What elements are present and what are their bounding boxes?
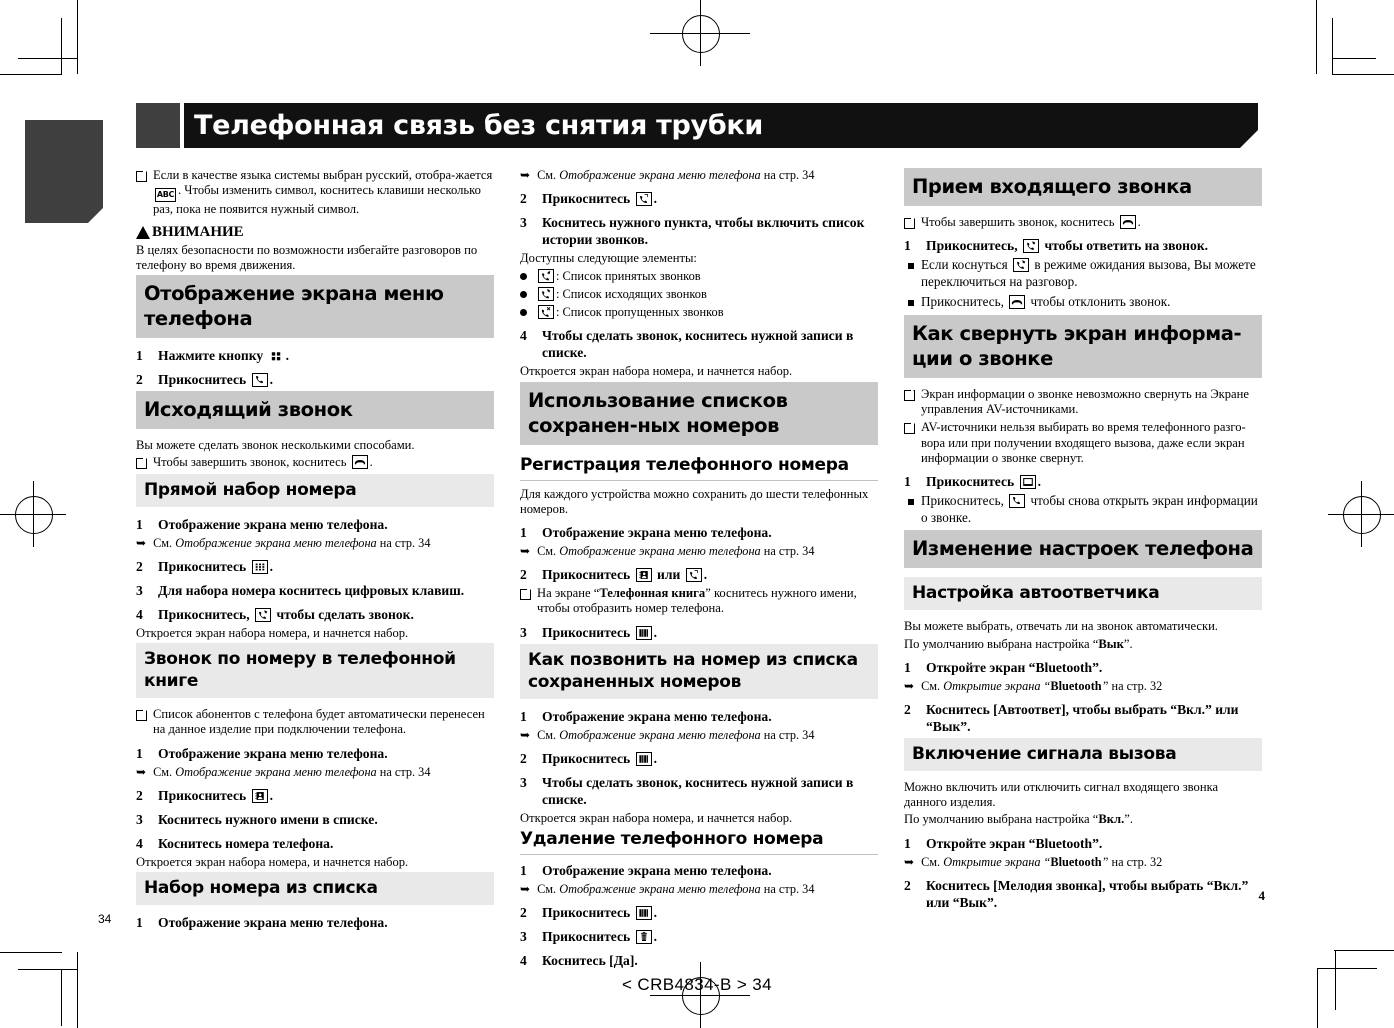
sub-text-b: чтобы отклонить звонок. bbox=[1030, 294, 1171, 310]
step-register-3: 3 Прикоснитесь . bbox=[520, 624, 658, 640]
note-phonebook-screen bbox=[520, 586, 878, 617]
note-minimize-1 bbox=[904, 387, 1262, 418]
step-number: 1 bbox=[136, 348, 143, 364]
step-number: 2 bbox=[136, 372, 143, 388]
step-number: 4 bbox=[136, 606, 143, 622]
bullet-square-icon bbox=[908, 499, 914, 505]
step-register-2: 2 Прикоснитесь или . bbox=[520, 567, 708, 583]
registration-mark-left bbox=[0, 481, 66, 547]
crop-mark-bottom-right-h bbox=[1334, 950, 1394, 951]
title-block-marker bbox=[136, 103, 180, 148]
folio-page-number: 34 bbox=[98, 912, 112, 926]
sub-text-a: Прикоснитесь, bbox=[921, 294, 1004, 310]
ref-title: Отображение экрана меню телефона bbox=[175, 764, 377, 779]
bullet-square-icon bbox=[908, 263, 914, 269]
ref-title-end: ” bbox=[1101, 854, 1109, 869]
step-number: 1 bbox=[904, 238, 911, 254]
step-text: Прикоснитесь bbox=[542, 624, 631, 640]
default-suffix: ”. bbox=[1123, 636, 1133, 651]
default-prefix: По умолчанию выбрана настройка “ bbox=[904, 636, 1099, 651]
step-text: Нажмите кнопку bbox=[158, 348, 264, 364]
step-number: 3 bbox=[136, 811, 143, 827]
step-number: 2 bbox=[520, 191, 527, 206]
call-history-icon bbox=[686, 568, 702, 582]
step-delete-3: 3 Прикоснитесь . bbox=[520, 929, 658, 945]
step-number: 1 bbox=[520, 708, 527, 724]
step-direct-dial-3 bbox=[136, 582, 494, 599]
step-text: Для набора номера коснитесь цифровых клавиш. bbox=[158, 582, 465, 598]
sub-text-b: в режиме ожидания вызова, Вы можете переключиться на разговор. bbox=[921, 257, 1256, 289]
bullet-square-icon bbox=[908, 300, 914, 306]
default-value: Вык bbox=[1098, 636, 1124, 651]
step-text: Отображение экрана меню телефона. bbox=[542, 525, 772, 541]
ref-call-saved bbox=[520, 728, 878, 743]
sub-text-a: Прикоснитесь, bbox=[921, 493, 1004, 509]
note-text: AV-источники нельзя выбирать во время телефонного разго-вора или при получении входящего вызова, даже если экран информации о звонке свернут. bbox=[921, 420, 1246, 465]
default-prefix: По умолчанию выбрана настройка “ bbox=[904, 812, 1099, 827]
step-number: 2 bbox=[136, 558, 143, 574]
step-number: 2 bbox=[136, 787, 143, 803]
dial-list-after: Откроется экран набора номера, и начнется набор. bbox=[520, 364, 793, 379]
ref-title: Отображение экрана меню телефона bbox=[175, 535, 377, 550]
sub-text-a: Если коснуться bbox=[921, 257, 1008, 273]
crop-mark-top-right-h bbox=[1332, 74, 1394, 75]
crop-mark-bottom-left-h2 bbox=[18, 969, 78, 970]
ref-suffix: на стр. 34 bbox=[760, 168, 815, 182]
step-number: 1 bbox=[520, 525, 527, 541]
ref-register bbox=[520, 544, 878, 559]
ref-suffix: на стр. 34 bbox=[760, 882, 815, 897]
step-text: Чтобы сделать звонок, коснитесь нужной записи в списке. bbox=[542, 328, 854, 361]
dialled-calls-icon bbox=[538, 287, 554, 301]
direct-dial-after: Откроется экран набора номера, и начнется набор. bbox=[136, 625, 409, 640]
step-number: 3 bbox=[520, 215, 527, 230]
heading-minimize-call-info: Как свернуть экран информа-ции о звонке bbox=[904, 315, 1262, 378]
crop-mark-top-right-h2 bbox=[1332, 58, 1376, 59]
ref-bold: Bluetooth bbox=[1050, 854, 1102, 869]
see-also-arrow-icon: ➥ bbox=[136, 535, 147, 550]
step-number: 4 bbox=[520, 328, 527, 344]
step-ringtone-1 bbox=[904, 835, 1262, 852]
note-bullet-icon bbox=[520, 589, 531, 600]
ref-suffix: на стр. 34 bbox=[376, 535, 431, 550]
call-start-icon bbox=[1013, 258, 1029, 272]
ref-suffix: на стр. 34 bbox=[376, 764, 431, 779]
heading-saved-lists: Использование списков сохранен-ных номеров bbox=[520, 382, 878, 445]
page-columns bbox=[136, 168, 1262, 969]
step-dial-list-1 bbox=[136, 914, 494, 931]
step-text: Коснитесь [Мелодия звонка], чтобы выбрать “Вкл.” или “Вык”. bbox=[926, 877, 1249, 910]
step-direct-dial-2: 2 Прикоснитесь . bbox=[136, 558, 274, 574]
crop-mark-top-left-v2 bbox=[61, 18, 62, 75]
step-display-menu-2: 2 Прикоснитесь . bbox=[136, 372, 274, 388]
ref-title: Отображение экрана меню телефона bbox=[559, 882, 761, 897]
heading-call-saved-number: Как позвонить на номер из списка сохраненных номеров bbox=[520, 644, 878, 699]
step-number: 1 bbox=[904, 835, 911, 851]
step-number: 3 bbox=[136, 582, 143, 598]
page-title-bar bbox=[136, 103, 1258, 148]
step-phonebook-4 bbox=[136, 835, 494, 852]
step-delete-4 bbox=[520, 952, 878, 969]
step-text: Прикоснитесь bbox=[158, 787, 247, 803]
list-item-label: : Список исходящих звонков bbox=[556, 287, 707, 302]
ref-title: Отображение экрана меню телефона bbox=[559, 168, 761, 182]
ref-suffix: на стр. 32 bbox=[1108, 678, 1163, 693]
step-phonebook-3 bbox=[136, 811, 494, 828]
step-text: Коснитесь нужного имени в списке. bbox=[158, 811, 378, 827]
ref-title: Отображение экрана меню телефона bbox=[559, 727, 761, 742]
step-text: Прикоснитесь bbox=[542, 905, 631, 921]
ref-suffix: на стр. 34 bbox=[760, 727, 815, 742]
list-item-label: : Список принятых звонков bbox=[556, 269, 701, 284]
heading-phonebook-call: Звонок по номеру в телефонной книге bbox=[136, 643, 494, 698]
available-items-intro: Доступны следующие элементы: bbox=[520, 251, 697, 265]
note-text: Чтобы завершить звонок, коснитесь bbox=[921, 215, 1115, 229]
crop-mark-top-left-h bbox=[0, 74, 62, 75]
note-bullet-icon bbox=[136, 171, 147, 182]
see-also-arrow-icon: ➥ bbox=[520, 168, 531, 182]
crop-mark-top-right-v2 bbox=[1332, 18, 1333, 75]
step-text: Прикоснитесь bbox=[542, 929, 631, 945]
preset-numbers-icon bbox=[636, 906, 652, 920]
see-also-arrow-icon: ➥ bbox=[136, 764, 147, 779]
note-prefix: На экране “ bbox=[537, 586, 600, 601]
step-minimize-1: 1 Прикоснитесь . bbox=[904, 474, 1042, 490]
step-text: Прикоснитесь bbox=[158, 372, 247, 388]
ref-title: Открытие экрана “ bbox=[943, 854, 1051, 869]
auto-answer-body-2 bbox=[904, 637, 1262, 652]
note-incoming-end-call: Чтобы завершить звонок, коснитесь . bbox=[904, 215, 1262, 230]
note-text-part2: . Чтобы изменить символ, коснитесь клавиши несколько раз, пока не появится нужный символ. bbox=[153, 183, 481, 217]
step-incoming-1 bbox=[904, 237, 1262, 254]
column-middle bbox=[520, 168, 878, 972]
list-item-missed-calls bbox=[520, 304, 878, 320]
step-number: 2 bbox=[520, 567, 527, 583]
sub-minimize-restore bbox=[904, 493, 1262, 526]
ringtone-body-2 bbox=[904, 812, 1262, 827]
call-end-icon bbox=[352, 455, 368, 469]
step-number: 3 bbox=[520, 624, 527, 640]
note-suffix: ” коснитесь нужного имени, чтобы отобразить номер телефона. bbox=[537, 586, 857, 616]
call-start-icon bbox=[255, 608, 271, 622]
bullet-dot-icon bbox=[520, 291, 527, 298]
column-left bbox=[136, 168, 494, 934]
step-text: Отображение экрана меню телефона. bbox=[542, 708, 772, 724]
list-item-dialled-calls bbox=[520, 286, 878, 302]
step-number: 3 bbox=[520, 929, 527, 945]
call-end-icon bbox=[1009, 295, 1025, 309]
auto-answer-body-1: Вы можете выбрать, отвечать ли на звонок автоматически. bbox=[904, 619, 1218, 634]
crop-mark-bottom-left-h bbox=[0, 952, 62, 953]
bullet-dot-icon bbox=[520, 309, 527, 316]
phone-icon bbox=[1009, 494, 1025, 508]
ringtone-body-1: Можно включить или отключить сигнал входящего звонка данного изделия. bbox=[904, 779, 1219, 810]
missed-calls-icon bbox=[538, 305, 554, 319]
see-also-arrow-icon: ➥ bbox=[904, 854, 915, 869]
step-number: 2 bbox=[520, 905, 527, 921]
ref-prefix: См. bbox=[921, 678, 944, 693]
keypad-icon bbox=[252, 560, 268, 574]
note-minimize-2 bbox=[904, 420, 1262, 466]
step-call-saved-1 bbox=[520, 708, 878, 725]
step-text: Откройте экран “Bluetooth”. bbox=[926, 659, 1103, 675]
ref-prefix: См. bbox=[153, 535, 176, 550]
note-end-call: Чтобы завершить звонок, коснитесь . bbox=[136, 455, 494, 470]
phonebook-icon bbox=[636, 568, 652, 582]
default-suffix: ”. bbox=[1124, 812, 1133, 827]
minimize-icon bbox=[1020, 475, 1036, 489]
step-text: Коснитесь [Да]. bbox=[542, 953, 638, 969]
phone-icon bbox=[252, 373, 268, 387]
outgoing-call-body: Вы можете сделать звонок несколькими способами. bbox=[136, 438, 415, 453]
ref-auto-answer bbox=[904, 679, 1262, 694]
heading-outgoing-call: Исходящий звонок bbox=[136, 391, 494, 429]
step-number: 2 bbox=[520, 750, 527, 766]
step-number: 2 bbox=[904, 877, 911, 893]
step-phonebook-2: 2 Прикоснитесь . bbox=[136, 787, 274, 803]
step-direct-dial-4 bbox=[136, 606, 494, 623]
step-text: Отображение экрана меню телефона. bbox=[158, 516, 388, 532]
ref-delete bbox=[520, 882, 878, 897]
note-bold: Телефонная книга bbox=[599, 586, 706, 601]
crop-mark-top-left-v bbox=[77, 0, 78, 74]
step-text: Прикоснитесь bbox=[542, 750, 631, 766]
step-delete-1 bbox=[520, 862, 878, 879]
folio-top-right: 4 bbox=[1258, 888, 1265, 903]
home-grid-icon bbox=[269, 349, 284, 363]
see-also-arrow-icon: ➥ bbox=[904, 678, 915, 693]
sub-incoming-waiting bbox=[904, 257, 1262, 290]
crop-mark-top-right-v bbox=[1316, 0, 1317, 74]
heading-ringtone: Включение сигнала вызова bbox=[904, 738, 1262, 771]
bullet-dot-icon bbox=[520, 273, 527, 280]
see-also-arrow-icon: ➥ bbox=[520, 882, 531, 897]
step-text: Чтобы сделать звонок, коснитесь нужной записи в списке. bbox=[542, 774, 854, 807]
step-text: Прикоснитесь bbox=[926, 474, 1015, 490]
step-dial-list-4 bbox=[520, 327, 878, 361]
thumb-tab bbox=[25, 120, 103, 223]
ref-title: Отображение экрана меню телефона bbox=[559, 544, 761, 559]
note-bullet-icon bbox=[136, 458, 147, 469]
crop-mark-top-left-h2 bbox=[18, 58, 78, 59]
list-item-received-calls bbox=[520, 268, 878, 284]
step-number: 1 bbox=[904, 659, 911, 675]
step-text: Прикоснитесь bbox=[158, 558, 247, 574]
ref-prefix: См. bbox=[921, 854, 944, 869]
step-text: Коснитесь номера телефона. bbox=[158, 835, 334, 851]
note-bullet-icon bbox=[904, 390, 915, 401]
step-number: 3 bbox=[520, 774, 527, 790]
abc-icon: ABC bbox=[155, 188, 176, 202]
step-text: Коснитесь нужного пункта, чтобы включить список истории звонков. bbox=[542, 215, 865, 247]
note-text-part1: Если в качестве языка системы выбран русский, отобра-жается bbox=[153, 168, 493, 182]
step-call-saved-2: 2 Прикоснитесь . bbox=[520, 750, 658, 766]
sub-incoming-reject bbox=[904, 294, 1262, 311]
note-bullet-icon bbox=[904, 218, 915, 229]
call-start-icon bbox=[1023, 239, 1039, 253]
footer-part-code: < CRB4834-B > 34 bbox=[621, 975, 773, 994]
heading-delete-number: Удаление телефонного номера bbox=[520, 828, 878, 855]
step-number: 1 bbox=[136, 914, 143, 930]
preset-numbers-icon bbox=[636, 626, 652, 640]
note-bullet-icon bbox=[904, 423, 915, 434]
default-value: Вкл. bbox=[1098, 812, 1125, 827]
step-number: 4 bbox=[136, 835, 143, 851]
step-text: Отображение экрана меню телефона. bbox=[542, 863, 772, 879]
step-number: 2 bbox=[904, 701, 911, 717]
note-text: Экран информации о звонке невозможно свернуть на Экране управления AV-источниками. bbox=[921, 386, 1249, 417]
step-number: 1 bbox=[136, 745, 143, 761]
ref-direct-dial bbox=[136, 536, 494, 551]
step-number: 1 bbox=[520, 863, 527, 879]
step-ringtone-2 bbox=[904, 877, 1262, 911]
column-right bbox=[904, 168, 1262, 914]
step-auto-answer-1 bbox=[904, 659, 1262, 676]
step-dial-list-3 bbox=[520, 214, 878, 248]
note-bullet-icon bbox=[136, 710, 147, 721]
call-history-icon bbox=[636, 192, 652, 206]
page-title: Телефонная связь без снятия трубки bbox=[194, 109, 764, 141]
registration-mark-right bbox=[1328, 481, 1394, 547]
ref-ringtone bbox=[904, 855, 1262, 870]
heading-display-phone-menu: Отображение экрана меню телефона bbox=[136, 275, 494, 338]
step-text: Отображение экрана меню телефона. bbox=[158, 914, 388, 930]
trash-icon bbox=[636, 930, 652, 944]
step-direct-dial-1 bbox=[136, 516, 494, 533]
registration-mark-top bbox=[650, 0, 750, 66]
step-auto-answer-2 bbox=[904, 701, 1262, 735]
step-text-b: чтобы ответить на звонок. bbox=[1044, 238, 1209, 254]
call-end-icon bbox=[1120, 215, 1136, 229]
step-number: 1 bbox=[136, 516, 143, 532]
ref-suffix: на стр. 34 bbox=[760, 544, 815, 559]
note-text: Чтобы завершить звонок, коснитесь bbox=[153, 455, 347, 470]
ref-prefix: См. bbox=[537, 882, 560, 897]
caution-heading bbox=[136, 223, 494, 241]
step-register-1 bbox=[520, 524, 878, 541]
heading-incoming-call: Прием входящего звонка bbox=[904, 168, 1262, 206]
step-dial-list-2: 2 Прикоснитесь . bbox=[520, 191, 658, 206]
step-delete-2: 2 Прикоснитесь . bbox=[520, 905, 658, 921]
step-text: Откройте экран “Bluetooth”. bbox=[926, 835, 1103, 851]
heading-direct-dial: Прямой набор номера bbox=[136, 474, 494, 507]
note-text: Список абонентов с телефона будет автоматически перенесен на данное изделие при подключении телефона. bbox=[153, 707, 485, 737]
phonebook-icon bbox=[252, 789, 268, 803]
step-call-saved-3 bbox=[520, 774, 878, 808]
step-text-a: Прикоснитесь bbox=[542, 567, 631, 583]
step-text-b: или bbox=[657, 567, 681, 583]
phonebook-after: Откроется экран набора номера, и начнется набор. bbox=[136, 854, 409, 869]
step-number: 4 bbox=[520, 953, 527, 969]
ref-suffix: на стр. 32 bbox=[1108, 854, 1163, 869]
step-text: Коснитесь [Автоответ], чтобы выбрать “Вкл.” или “Вык”. bbox=[926, 701, 1239, 734]
heading-register-number: Регистрация телефонного номера bbox=[520, 454, 878, 481]
step-text-a: Прикоснитесь, bbox=[926, 238, 1018, 254]
note-language-symbol bbox=[136, 168, 494, 218]
note-phonebook-transfer bbox=[136, 707, 494, 738]
step-text-a: Прикоснитесь, bbox=[158, 606, 250, 622]
caution-body: В целях безопасности по возможности избегайте разговоров по телефону во время движения. bbox=[136, 242, 478, 272]
see-also-arrow-icon: ➥ bbox=[520, 544, 531, 559]
ref-prefix: См. bbox=[537, 544, 560, 559]
step-number: 1 bbox=[904, 474, 911, 490]
heading-phone-settings: Изменение настроек телефона bbox=[904, 530, 1262, 568]
call-saved-after: Откроется экран набора номера, и начнется набор. bbox=[520, 810, 793, 825]
step-display-menu-1: 1 Нажмите кнопку . bbox=[136, 348, 289, 364]
list-item-label: : Список пропущенных звонков bbox=[556, 305, 724, 320]
step-phonebook-1 bbox=[136, 745, 494, 762]
ref-bold: Bluetooth bbox=[1050, 678, 1102, 693]
ref-prefix: См. bbox=[537, 727, 560, 742]
register-body: Для каждого устройства можно сохранить до шести телефонных номеров. bbox=[520, 486, 869, 516]
step-text-b: чтобы сделать звонок. bbox=[276, 606, 414, 622]
crop-mark-bottom-right-h2 bbox=[1317, 968, 1377, 969]
warning-triangle-icon bbox=[136, 226, 150, 239]
ref-dial-list bbox=[520, 168, 878, 183]
heading-auto-answer: Настройка автоответчика bbox=[904, 577, 1262, 610]
see-also-arrow-icon: ➥ bbox=[520, 727, 531, 742]
ref-prefix: См. bbox=[537, 168, 560, 182]
caution-title: ВНИМАНИЕ bbox=[152, 223, 244, 240]
step-text: Отображение экрана меню телефона. bbox=[158, 745, 388, 761]
ref-title-end: ” bbox=[1101, 678, 1109, 693]
preset-numbers-icon bbox=[636, 752, 652, 766]
step-text: Прикоснитесь bbox=[542, 191, 631, 206]
heading-dial-from-list: Набор номера из списка bbox=[136, 872, 494, 905]
ref-prefix: См. bbox=[153, 764, 176, 779]
ref-phonebook bbox=[136, 765, 494, 780]
received-calls-icon bbox=[538, 269, 554, 283]
sub-text-b: чтобы снова открыть экран информации о звонке. bbox=[921, 493, 1258, 525]
ref-title: Открытие экрана “ bbox=[943, 678, 1051, 693]
